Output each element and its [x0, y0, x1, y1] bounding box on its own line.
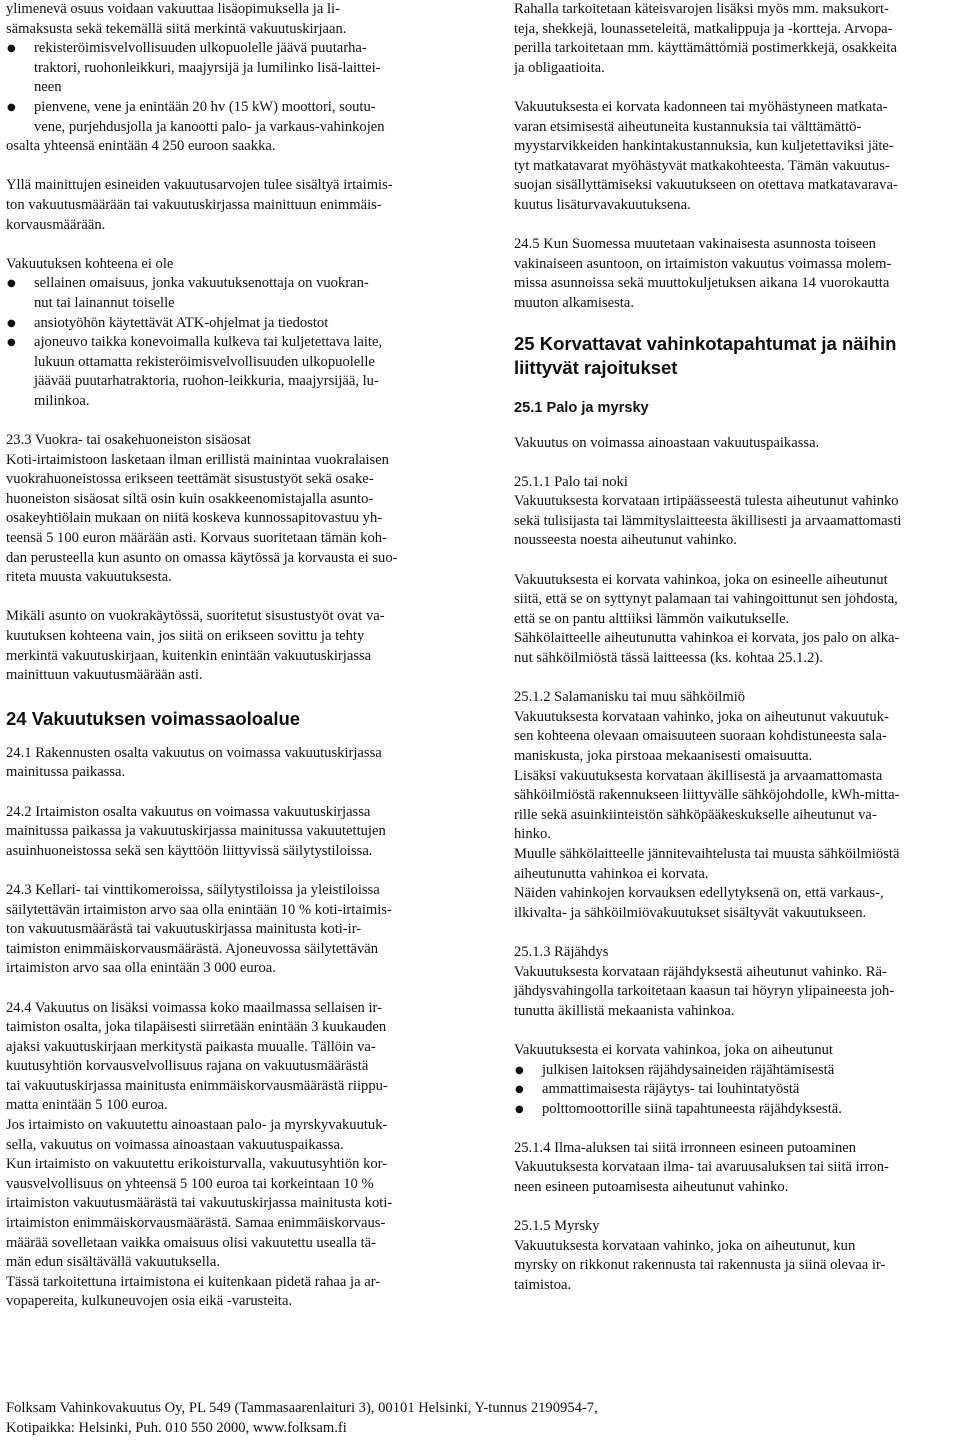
section-24-2: 24.2 Irtaimiston osalta vakuutus on voimassa vakuutuskirjassa mainitussa paikassa ja vakuutuskirjassa mainitussa vakuutettujen asuinhuoneistossa sekä sen käyttöön liittyvissä säilytystiloissa. — [6, 803, 386, 859]
list-item: ● ajoneuvo taikka konevoimalla kulkeva tai kuljetettava laite, lukuun ottamatta rekisteröimisvelvollisuuden ulkopuolelle jäävää puutarhatraktoria, ruohon-leikkuria, maajyrsijää, lu- milinkoa. — [6, 333, 446, 411]
heading-25-1: 25.1 Palo ja myrsky — [514, 399, 649, 416]
paragraph-cash: Rahalla tarkoitetaan käteisvarojen lisäksi myös mm. maksukort- teja, shekkejä, lounasseteleitä, matkalippuja ja -kortteja. Arvopa- perilla tarkoitetaan mm. käyttämättömiä postimerkkejä, osakkeita ja obligaatioita. — [514, 1, 897, 76]
list-item: ● pienvene, vene ja enintään 20 hv (15 kW) moottori, soutu- vene, purjehdusjolla ja kanootti palo- ja varkaus-vahinkojen — [6, 98, 446, 137]
footer-line: Folksam Vahinkovakuutus Oy, PL 549 (Tammasaarenlaituri 3), 00101 Helsinki, Y-tunnus 2190954-7, — [6, 1400, 598, 1416]
heading-24: 24 Vakuutuksen voimassaoloalue — [6, 707, 301, 729]
explosion-exclusions-list — [514, 1061, 956, 1120]
paragraph-rental: Mikäli asunto on vuokrakäytössä, suoritetut sisustustyöt ovat va- kuutuksen kohteena vain, jos siitä on erikseen sovittu ja tehty merkintä vakuutuskirjaan, kuitenkin enintään vakuutuskirjassa mainittuun vakuutusmäärään asti. — [6, 608, 385, 684]
section-25-1-1: 25.1.1 Palo tai noki Vakuutuksesta korvataan irtipäässeestä tulesta aiheutunut vahinko sekä tulisijasta tai lämmityslaitteesta äkillisesti ja arvaamattomasti nousseesta noesta aiheutunut vahinko. — [514, 473, 902, 549]
paragraph-validity: Vakuutus on voimassa ainoastaan vakuutuspaikassa. — [514, 434, 820, 451]
right-column — [514, 0, 956, 1296]
list-item: ● rekisteröimisvelvollisuuden ulkopuolelle jäävä puutarha- traktori, ruohonleikkuri, maajyrsijä ja lumilinko lisä-laittei- neen — [6, 39, 446, 98]
paragraph-insured-values: Yllä mainittujen esineiden vakuutusarvojen tulee sisältyä irtaimis- ton vakuutusmäärään tai vakuutuskirjassa mainittuun enimmäis- korvausmäärään. — [6, 177, 393, 233]
paragraph-not-covered-intro: Vakuutuksen kohteena ei ole — [6, 255, 174, 272]
paragraph-line: osalta yhteensä enintään 4 250 euroon saakka. — [6, 138, 276, 155]
list-item: ● ammattimaisesta räjäytys- tai louhintatyöstä — [514, 1080, 956, 1100]
heading-25: 25 Korvattavat vahinkotapahtumat ja näihin liittyvät rajoitukset — [514, 332, 897, 378]
section-24-4: 24.4 Vakuutus on lisäksi voimassa koko maailmassa sellaisen ir- taimiston osalta, joka tilapäisesti siirretään enintään 3 kuukauden ajaksi vakuutuskirjaan merkitystä paikasta muualle. Tällöin va- kuutusyhtiön korvausvelvollisuus rajana on vakuutusmäärästä tai vakuutuskirjassa mainitusta enimmäiskorvausmäärästä riippu- matta enintään 5 100 euroa. Jos irtaimisto on vakuutettu ainoastaan palo- ja myrskyvakuutuk- sella, vakuutus on voimassa ainoastaan vakuutuspaikassa. Kun irtaimisto on vakuutettu erikoisturvalla, vakuutusyhtiön kor- vausvelvollisuus on yhteensä 5 100 euroa tai korkeintaan 10 % irtaimiston vakuutusmäärästä tai vakuutuskirjassa mainitusta koti- irtaimiston enimmäiskorvausmäärästä. Samaa enimmäiskorvaus- määrää sovelletaan vaikka omaisuus olisi vakuutettu usealla tä- män edun sisältävällä vakuutuksella. Tässä tarkoitettuna irtaimistona ei kuitenkaan pidetä rahaa ja ar- vopapereita, kulkuneuvojen osia eikä -varusteita. — [6, 999, 393, 1310]
section-25-1-2: 25.1.2 Salamanisku tai muu sähköilmiö Vakuutuksesta korvataan vahinko, joka on aiheutunut vakuutuk- sen kohteena olevaan omaisuuteen suoraan kohdistuneesta sala- maniskusta, joka pirstoaa mekaanisesti omaisuutta. Lisäksi vakuutuksesta korvataan äkillisestä ja arvaamattomasta sähköilmiöstä rakennukseen liittyvälle sähköjohdolle, kWh-mitta- rille sekä asuinkiinteistön sähköpääkeskukselle aiheutunut va- hinko. Muulle sähkölaitteelle jännitevaihtelusta tai muusta sähköilmiöstä aiheutunutta vahinkoa ei korvata. Näiden vahinkojen korvauksen edellytyksenä on, että varkaus-, ilkivalta- ja sähköilmiövakuutukset sisältyvät vakuutukseen. — [514, 689, 900, 921]
section-24-3: 24.3 Kellari- tai vinttikomeroissa, säilytystiloissa ja yleistiloissa säilytettävän irtaimiston arvo saa olla enintään 10 % koti-irtaimis- ton vakuutusmäärästä tai vakuutuskirjassa mainitusta koti-ir- taimiston enimmäiskorvausmäärästä. Ajoneuvossa säilytettävän irtaimiston arvo saa olla enintään 3 000 euroa. — [6, 881, 392, 977]
page-footer — [6, 1398, 946, 1438]
section-25-1-4: 25.1.4 Ilma-aluksen tai siitä irronneen esineen putoaminen Vakuutuksesta korvataan ilma- tai avaruusaluksen tai siitä irron- neen esineen putoamisesta aiheutunut vahinko. — [514, 1139, 889, 1196]
section-24-1: 24.1 Rakennusten osalta vakuutus on voimassa vakuutuskirjassa mainitussa paikassa. — [6, 744, 382, 781]
paragraph-continuation: ylimenevä osuus voidaan vakuuttaa lisäopimuksella ja li- sämaksusta sekä tekemällä siitä merkintä vakuutuskirjaan. — [6, 1, 347, 37]
list-item: ● julkisen laitoksen räjähdysaineiden räjähtämisestä — [514, 1061, 956, 1081]
section-25-1-3: 25.1.3 Räjähdys Vakuutuksesta korvataan räjähdyksestä aiheutunut vahinko. Rä- jähdysvahingolla tarkoitetaan kaasun tai höyryn ylipaineesta joh- tunutta äkillistä mekaanista vahinkoa. — [514, 943, 895, 1019]
excluded-items-list — [6, 274, 446, 411]
footer-line: Kotipaikka: Helsinki, Puh. 010 550 2000, www.folksam.fi — [6, 1420, 347, 1436]
paragraph-luggage: Vakuutuksesta ei korvata kadonneen tai myöhästyneen matkata- varan etsimisestä aiheutuneita kustannuksia tai välttämättö- myystarvikkeiden hankintakustannuksia, kun kuljetettaviksi jäte- tyt matkatavarat myöhästyvät matkakohteesta. Tämän vakuutus- suojan sisällyttämiseksi vakuutukseen on otettava matkatavarava- kuutus lisäturvavakuutuksena. — [514, 98, 898, 213]
included-items-list — [6, 39, 446, 137]
paragraph-fire-exclusions: Vakuutuksesta ei korvata vahinkoa, joka on esineelle aiheutunut siitä, että se on syttynyt palamaan tai vahingoittunut sen johdosta, että se on pantu alttiiksi lämmön vaikutukselle. Sähkölaitteelle aiheutunutta vahinkoa ei korvata, jos palo on alka- nut sähköilmiöstä tässä laitteessa (ks. kohtaa 25.1.2). — [514, 571, 900, 667]
list-item: ● polttomoottorille siinä tapahtuneesta räjähdyksestä. — [514, 1100, 956, 1120]
list-item: ● sellainen omaisuus, jonka vakuutuksenottaja on vuokran- nut tai lainannut toiselle — [6, 274, 446, 313]
paragraph-explosion-exclusions: Vakuutuksesta ei korvata vahinkoa, joka on aiheutunut — [514, 1041, 833, 1058]
left-column — [6, 0, 446, 1312]
section-24-5: 24.5 Kun Suomessa muutetaan vakinaisesta asunnosta toiseen vakinaiseen asuntoon, on irtaimiston vakuutus voimassa molem- missa asunnoissa sekä muuttokuljetuksen aikana 14 vuorokautta muuton alkamisesta. — [514, 236, 892, 311]
list-item: ● ansiotyöhön käytettävät ATK-ohjelmat ja tiedostot — [6, 314, 446, 334]
section-25-1-5: 25.1.5 Myrsky Vakuutuksesta korvataan vahinko, joka on aiheutunut, kun myrsky on rikkonut rakennusta tai rakennusta ja siinä olevaa ir- taimistoa. — [514, 1218, 886, 1294]
section-23-3: 23.3 Vuokra- tai osakehuoneiston sisäosat Koti-irtaimistoon lasketaan ilman erillistä mainintaa vuokralaisen vuokrahuoneistossa erikseen teettämät sisustustyöt sekä osake- huoneiston sisäosat siltä osin kuin osakkeenomistajalla asunto- osakeyhtiölain mukaan on niitä koskeva kunnossapitovastuu yh- teensä 5 100 euron määrään asti. Korvaus suoritetaan tämän koh- dan perusteella kun asunto on omassa käytössä ja korvausta ei suo- riteta muusta vakuutuksesta. — [6, 432, 398, 586]
